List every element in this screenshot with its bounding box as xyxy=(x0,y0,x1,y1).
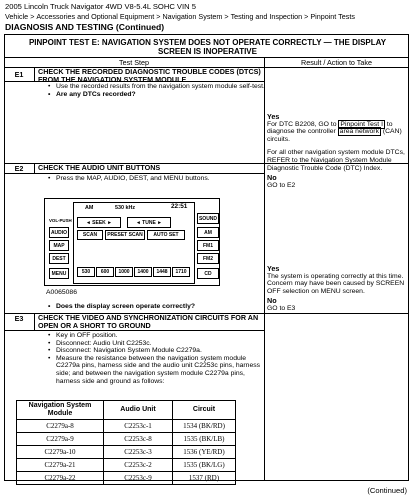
go-to-e2[interactable]: GO to E2 xyxy=(267,181,296,189)
scan-button[interactable]: SCAN xyxy=(77,230,103,240)
audio-button[interactable]: AUDIO xyxy=(49,227,69,238)
breadcrumb-item-vehicle[interactable]: Vehicle xyxy=(5,12,29,21)
go-to-e3[interactable]: GO to E3 xyxy=(267,304,296,312)
resistance-measurement-table xyxy=(16,400,236,485)
list-item: • Press the MAP, AUDIO, DEST, and MENU buttons. xyxy=(56,175,266,183)
step-id-e2: E2 xyxy=(14,164,24,173)
seek-button[interactable]: ◄ SEEK ► xyxy=(77,217,121,228)
frequency-label: 530 kHz xyxy=(115,205,136,211)
column-divider xyxy=(34,163,35,173)
band-label: AM xyxy=(85,205,94,211)
table-row: C2279a-8 C2253c-1 1534 (BK/RD) xyxy=(17,420,236,433)
vehicle-title: 2005 Lincoln Truck Navigator 4WD V8-5.4L SOHC VIN 5 xyxy=(5,2,196,11)
am-button[interactable]: AM xyxy=(197,227,219,238)
step-heading-e3: CHECK THE VIDEO AND SYNCHRONIZATION CIRCUITS FOR AN OPEN OR A SHORT TO GROUND xyxy=(38,313,259,330)
result-yes-label: Yes xyxy=(267,264,280,273)
step-id-e3: E3 xyxy=(14,314,24,323)
table-row: C2279a-22 C2253c-9 1537 (RD) xyxy=(17,472,236,485)
list-item: • Disconnect: Audio Unit C2253c. xyxy=(56,340,268,348)
column-divider xyxy=(34,67,35,81)
col-result: Result / Action to Take xyxy=(301,58,372,67)
tune-button[interactable]: ◄ TUNE ► xyxy=(127,217,171,228)
preset-button-3[interactable]: 1000 xyxy=(115,267,133,277)
preset-scan-button[interactable]: PRESET SCAN xyxy=(105,230,145,240)
list-item: • Are any DTCs recorded? xyxy=(56,91,266,99)
dtc-index-text: For all other navigation system module DTCs, REFER to the Navigation System Module Diagnostic Trouble Code (DTC) Index. xyxy=(267,149,405,172)
step-bullets-e2 xyxy=(46,175,266,183)
area-network-link[interactable]: area network xyxy=(339,128,379,136)
audio-unit-illustration xyxy=(44,198,220,286)
column-divider xyxy=(264,57,265,481)
clock-label: 22:51 xyxy=(171,203,188,210)
auto-set-button[interactable]: AUTO SET xyxy=(147,230,185,240)
step-bullets-e3 xyxy=(46,332,268,385)
result-e1: Yes For DTC B2208, GO to Pinpoint Test I to diagnose the controller area network (CAN) circuits. For all other navigation system module DTCs, REFER to the Navigation System Module Diagnostic Trouble Code (DTC) Index. No GO to E2 xyxy=(267,112,405,189)
breadcrumb-item-pinpoint[interactable]: Pinpoint Tests xyxy=(310,12,355,21)
table-row: C2279a-9 C2253c-8 1535 (BK/LB) xyxy=(17,433,236,446)
breadcrumb-item-navigation[interactable]: Navigation System xyxy=(162,12,223,21)
result-e2: Yes The system is operating correctly at this time. Concern may have been caused by SCREEN OFF selection on MENU screen. No GO to E3 xyxy=(267,264,405,312)
list-item: • Does the display screen operate correctly? xyxy=(56,303,271,311)
section-title: DIAGNOSIS AND TESTING (Continued) xyxy=(5,22,165,32)
list-item: • Measure the resistance between the navigation system module C2279a pins, harness side and the audio unit C2253c pins, harness side; and between the navigation system module C2279a pins, harness side and ground as follows: xyxy=(56,355,268,385)
result-no-label: No xyxy=(267,173,277,183)
fm1-button[interactable]: FM1 xyxy=(197,240,219,251)
vol-push-label: VOL-PUSH xyxy=(49,218,72,223)
table-row: C2279a-10 C2253c-3 1536 (YE/RD) xyxy=(17,446,236,459)
table-row: C2279a-21 C2253c-2 1535 (BK/LG) xyxy=(17,459,236,472)
cd-button[interactable]: CD xyxy=(197,268,219,279)
step-id-e1: E1 xyxy=(14,70,24,79)
col-test-step: Test Step xyxy=(119,58,149,67)
divider xyxy=(4,330,264,331)
step-heading-e2: CHECK THE AUDIO UNIT BUTTONS xyxy=(38,163,161,172)
continued-label: (Continued) xyxy=(367,486,407,495)
preset-button-5[interactable]: 1448 xyxy=(153,267,171,277)
list-item: • Use the recorded results from the navigation system module self-test. xyxy=(56,83,266,91)
figure-id: A0065086 xyxy=(46,289,77,296)
dest-button[interactable]: DEST xyxy=(49,253,69,264)
table-header: Circuit xyxy=(173,401,236,420)
list-item: • Key in OFF position. xyxy=(56,332,268,340)
breadcrumb-item-accessories[interactable]: Accessories and Optional Equipment xyxy=(36,12,155,21)
pinpoint-test-i-link[interactable]: Pinpoint Test I xyxy=(340,120,383,128)
column-divider xyxy=(34,313,35,330)
preset-button-4[interactable]: 1400 xyxy=(134,267,152,277)
pinpoint-title: PINPOINT TEST E: NAVIGATION SYSTEM DOES NOT OPERATE CORRECTLY — THE DISPLAY SCREEN IS INOPERATIVE xyxy=(28,38,387,56)
preset-button-2[interactable]: 600 xyxy=(96,267,114,277)
breadcrumb: Vehicle > Accessories and Optional Equipment > Navigation System > Testing and Inspection > Pinpoint Tests xyxy=(5,12,355,21)
table-header: Audio Unit xyxy=(104,401,173,420)
fm2-button[interactable]: FM2 xyxy=(197,253,219,264)
list-item: • Disconnect: Navigation System Module C2279a. xyxy=(56,347,268,355)
step-question-e2 xyxy=(46,303,271,311)
sound-button[interactable]: SOUND xyxy=(197,213,219,224)
result-yes-label: Yes xyxy=(267,112,280,121)
table-header: Navigation System Module xyxy=(17,401,104,420)
divider xyxy=(4,173,264,174)
preset-button-6[interactable]: 1710 xyxy=(172,267,190,277)
map-button[interactable]: MAP xyxy=(49,240,69,251)
menu-button[interactable]: MENU xyxy=(49,268,69,279)
step-bullets-e1 xyxy=(46,83,266,98)
preset-button-1[interactable]: 530 xyxy=(77,267,95,277)
step-heading-e1: CHECK THE RECORDED DIAGNOSTIC TROUBLE CODES (DTCS) FROM THE NAVIGATION SYSTEM MODULE xyxy=(38,67,261,84)
divider xyxy=(4,81,264,82)
result-no-label: No xyxy=(267,296,277,306)
breadcrumb-item-testing[interactable]: Testing and Inspection xyxy=(230,12,303,21)
